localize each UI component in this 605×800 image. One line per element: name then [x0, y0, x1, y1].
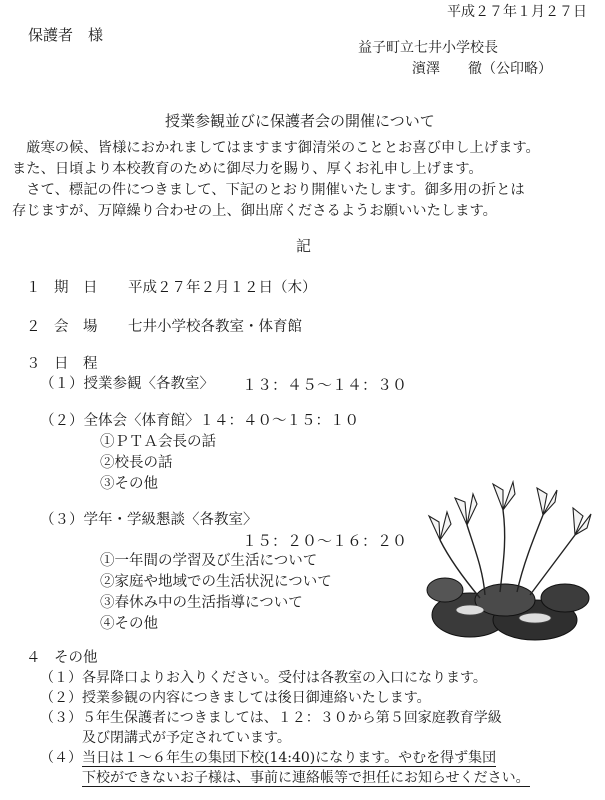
item-number: ２ [26, 319, 41, 335]
note-3-line-2: 及び閉講式が予定されています。 [82, 730, 291, 746]
schedule-1-time: １３：４５〜１４：３０ [242, 376, 408, 394]
body-line: 存じますが、万障繰り合わせの上、御出席くださるようお願いいたします。 [12, 203, 497, 219]
principal-name: 濱澤 徹（公印略） [412, 61, 552, 77]
item-number: ４ [26, 650, 41, 666]
item-label: その他 [54, 650, 98, 666]
schedule-3-point: ④その他 [100, 616, 158, 632]
item-venue [0, 319, 605, 339]
item-schedule [0, 356, 605, 376]
item-label: 期 日 [54, 280, 98, 296]
note-4-line-1 [40, 750, 496, 767]
schedule-2-point: ①ＰＴＡ会長の話 [100, 434, 216, 450]
schedule-3-time: １５：２０〜１６：２０ [242, 532, 408, 550]
body-line: また、日頃より本校教育のために御尽力を賜り、厚くお礼申し上げます。 [12, 161, 483, 177]
schedule-3-label: （３）学年・学級懇談〈各教室〉 [40, 512, 258, 528]
note-1: （１）各昇降口よりお入りください。受付は各教室の入口になります。 [40, 670, 487, 686]
document-date: 平成２７年１月２７日 [447, 4, 587, 20]
schedule-1-label: （１）授業参観〈各教室〉 [40, 376, 214, 392]
note-4-line-2 [82, 770, 530, 787]
item-other [0, 650, 605, 670]
recipient: 保護者 様 [28, 26, 104, 44]
schedule-2-point: ③その他 [100, 476, 158, 492]
schedule-3-point: ②家庭や地域での生活状況について [100, 574, 332, 590]
note-2: （２）授業参観の内容につきましては後日御連絡いたします。 [40, 690, 431, 706]
school-name: 益子町立七井小学校長 [358, 40, 498, 56]
item-value: 七井小学校各教室・体育館 [128, 319, 302, 335]
item-date [0, 280, 605, 300]
schedule-2-point: ②校長の話 [100, 455, 173, 471]
body-line: 厳寒の候、皆様におかれましてはますます御清栄のこととお喜び申し上げます。 [12, 140, 540, 156]
item-number: １ [26, 280, 41, 296]
cyclamen-illustration [425, 480, 595, 645]
item-label: 日 程 [54, 356, 98, 372]
note-3-line-1: （３）５年生保護者につきましては、１２：３０から第５回家庭教育学級 [40, 710, 502, 726]
note-4-emphasis: 当日は１〜６年生の集団下校(14:40)になります。やむを得ず集団 [82, 750, 497, 766]
note-4-prefix: （４） [40, 750, 82, 766]
item-label: 会 場 [54, 319, 98, 335]
ki-heading: 記 [296, 237, 312, 255]
schedule-2-label: （２）全体会〈体育館〉１４：４０〜１５：１０ [40, 413, 359, 429]
item-value: 平成２７年２月１２日（木） [128, 280, 317, 296]
schedule-3-point: ①一年間の学習及び生活について [100, 553, 318, 569]
schedule-3-point: ③春休み中の生活指導について [100, 595, 303, 611]
body-line: さて、標記の件につきまして、下記のとおり開催いたします。御多用の折とは [12, 182, 525, 198]
note-4-emphasis: 下校ができないお子様は、事前に連絡帳等で担任にお知らせください。 [82, 770, 530, 786]
body-paragraph [12, 138, 540, 222]
document-title: 授業参観並びに保護者会の開催について [165, 112, 435, 130]
item-number: ３ [26, 356, 41, 372]
